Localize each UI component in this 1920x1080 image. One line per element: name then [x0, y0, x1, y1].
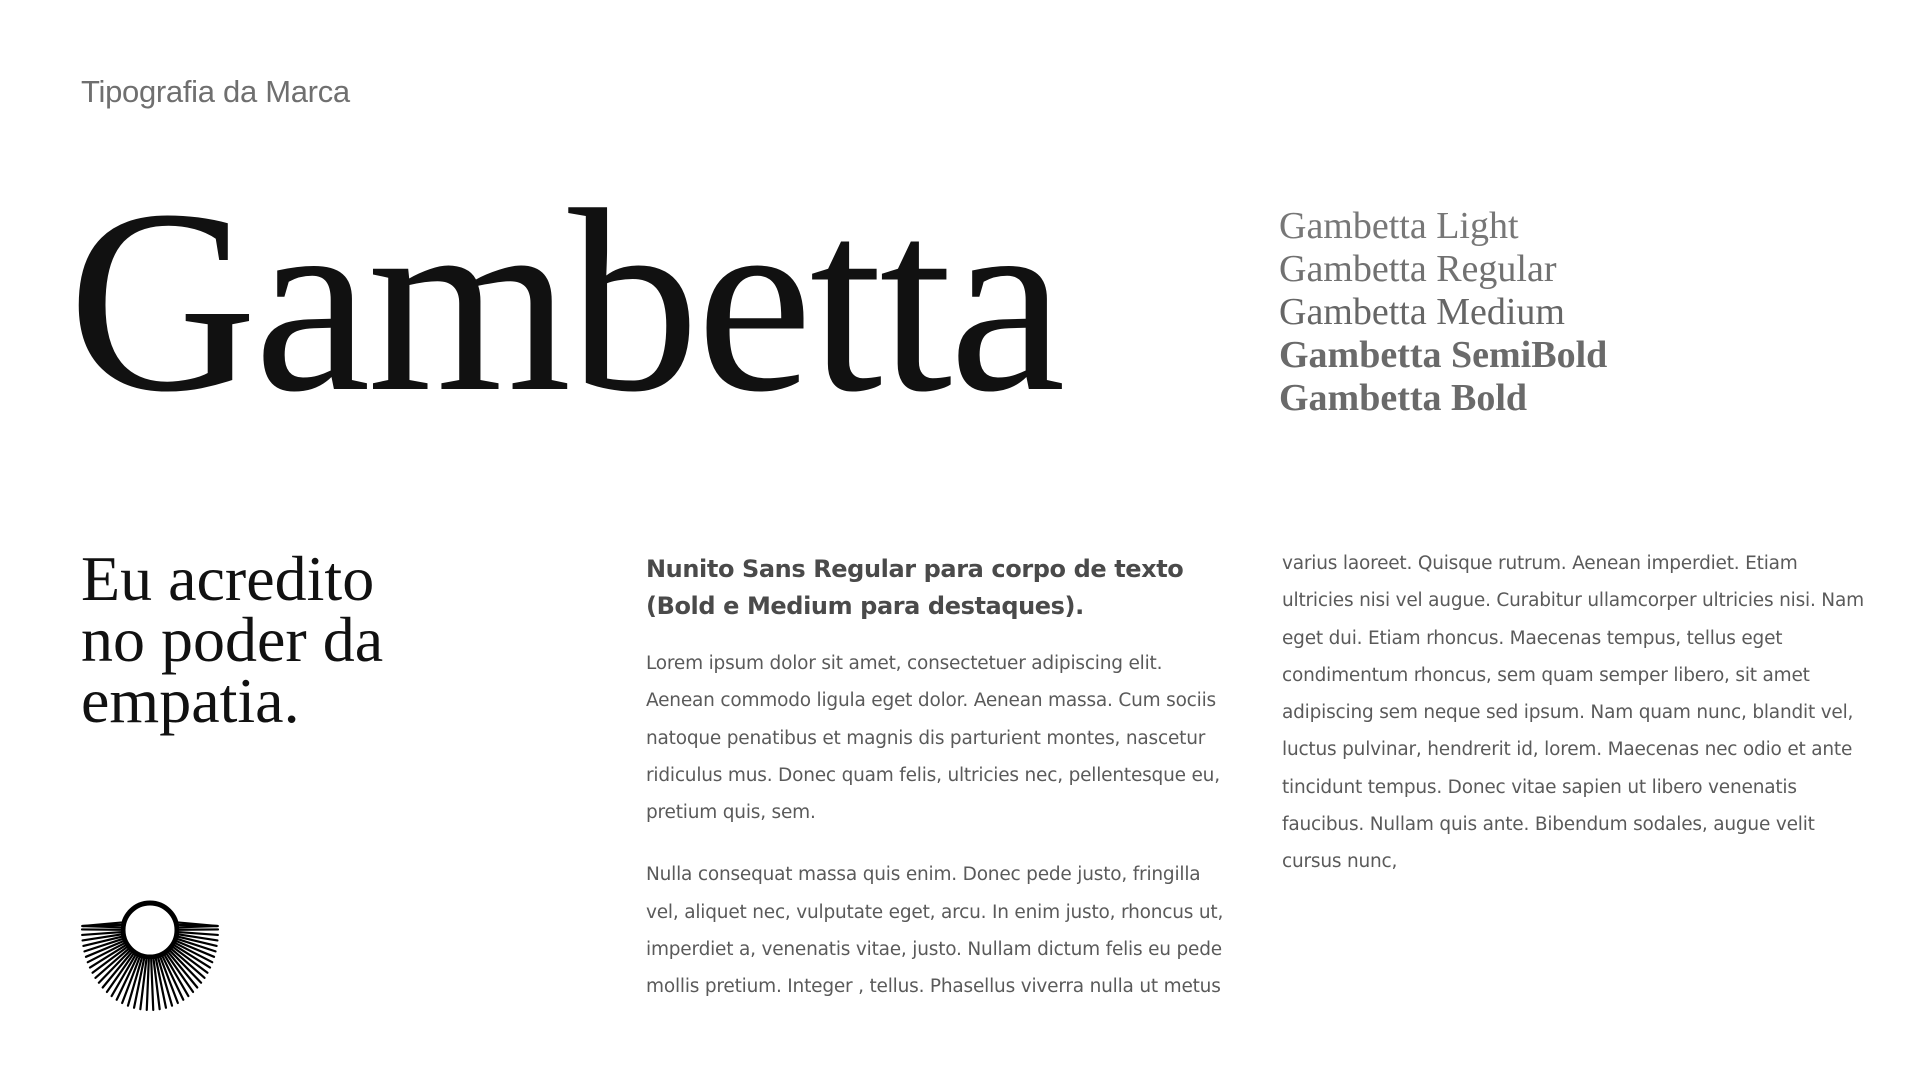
- heading-line: Nunito Sans Regular para corpo de texto: [646, 555, 1184, 583]
- logo-ray: [180, 926, 218, 927]
- sample-paragraph: [646, 856, 1226, 1005]
- logo-ray: [147, 960, 149, 1010]
- heading-line: (Bold e Medium para destaques).: [646, 592, 1084, 620]
- text-line: ultricies nisi vel augue. Curabitur ullamcorper ultricies nisi. Nam: [1282, 590, 1864, 612]
- text-line: Lorem ipsum dolor sit amet, consectetuer adipiscing elit.: [646, 653, 1163, 674]
- text-line: condimentum rhoncus, sem quam semper libero, sit amet: [1282, 664, 1810, 686]
- text-line: ridiculus mus. Donec quam felis, ultricies nec, pellentesque eu,: [646, 764, 1220, 786]
- logo-ray: [151, 960, 153, 1010]
- weight-medium: Gambetta Medium: [1279, 291, 1565, 333]
- section-label: Tipografia da Marca: [81, 74, 350, 109]
- text-line: imperdiet a, venenatis vitae, justo. Nullam dictum felis eu pede: [646, 939, 1222, 961]
- text-line: mollis pretium. Integer , tellus. Phasellus viverra nulla ut metus: [646, 976, 1221, 998]
- weight-bold: Gambetta Bold: [1279, 377, 1528, 419]
- sample-paragraph: [1282, 545, 1882, 881]
- weight-semibold: Gambetta SemiBold: [1279, 334, 1608, 376]
- typeface-specimen: Gambetta: [68, 156, 1063, 446]
- brand-quote: [81, 543, 521, 736]
- text-line: natoque penatibus et magnis dis parturient montes, nascetur: [646, 727, 1206, 749]
- text-line: vel, aliquet nec, vulputate eget, arcu. In enim justo, rhoncus ut,: [646, 901, 1224, 923]
- text-line: Aenean commodo ligula eget dolor. Aenean massa. Cum sociis: [646, 690, 1216, 712]
- text-line: luctus pulvinar, hendrerit id, lorem. Maecenas nec odio et ante: [1282, 739, 1853, 761]
- text-line: faucibus. Nullam quis ante. Bibendum sodales, augue velit: [1282, 814, 1815, 836]
- weight-list: [1279, 205, 1607, 420]
- sample-paragraph: [646, 645, 1226, 831]
- text-line: adipiscing sem neque sed ipsum. Nam quam nunc, blandit vel,: [1282, 702, 1854, 724]
- sunburst-eye-icon: [80, 893, 220, 1013]
- text-line: tincidunt tempus. Donec vitae sapien ut libero venenatis: [1282, 776, 1797, 798]
- body-font-column: [646, 551, 1226, 1006]
- body-font-heading: [646, 551, 1226, 625]
- text-line: cursus nunc,: [1282, 851, 1398, 873]
- text-line: pretium quis, sem.: [646, 802, 816, 824]
- body-text-continuation: [1282, 545, 1882, 881]
- text-line: Nulla consequat massa quis enim. Donec pede justo, fringilla: [646, 864, 1201, 886]
- quote-line: Eu acredito: [81, 543, 375, 614]
- text-line: varius laoreet. Quisque rutrum. Aenean imperdiet. Etiam: [1282, 553, 1798, 574]
- quote-line: empatia.: [81, 665, 300, 736]
- weight-regular: Gambetta Regular: [1279, 248, 1557, 290]
- weight-light: Gambetta Light: [1279, 205, 1519, 247]
- text-line: eget dui. Etiam rhoncus. Maecenas tempus, tellus eget: [1282, 627, 1783, 649]
- logo-circle: [123, 903, 177, 957]
- quote-line: no poder da: [81, 604, 384, 675]
